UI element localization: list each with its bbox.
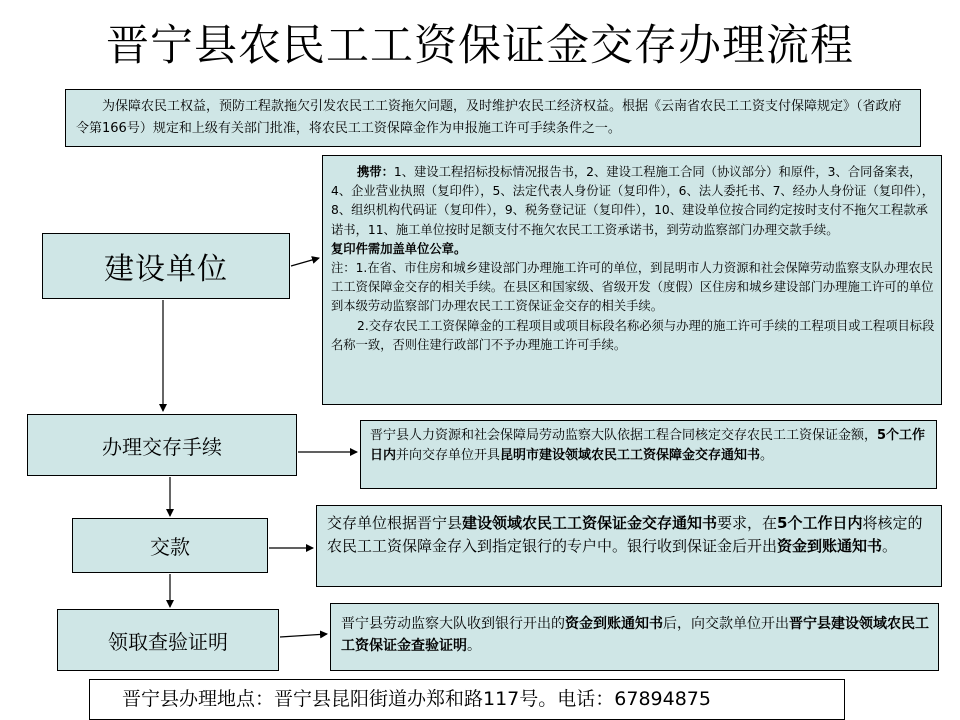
note-bold: 5个工作日内: [370, 428, 926, 463]
note-2: 2.交存农民工工资保障金的工程项目或项目标段名称必须与办理的施工许可手续的工程项目或工程项目标段名称一致，否则住建行政部门不予办理施工许可手续。: [331, 318, 935, 352]
stamp-note: 复印件需加盖单位公章。: [331, 241, 467, 256]
arrow-step1-to-materials: [291, 258, 319, 266]
step-payment: 交款: [72, 518, 268, 573]
note-text: 晋宁县劳动监察大队收到银行开出的: [341, 616, 565, 632]
note-bold: 5个工作日内: [777, 514, 863, 532]
carry-label: 携带：: [357, 165, 394, 179]
note-bold: 资金到账通知书: [777, 537, 883, 555]
step-deposit-procedure: 办理交存手续: [27, 414, 297, 476]
arrow-step4-to-note: [280, 634, 327, 637]
note-bold: 晋宁县建设领域农民工工资保证金查验证明: [341, 616, 929, 654]
note-bold: 昆明市建设领域农民工工资保障金交存通知书: [500, 448, 761, 463]
footer-address: 晋宁县办理地点：晋宁县昆阳街道办郑和路117号。电话：67894875: [89, 679, 845, 720]
page-title: 晋宁县农民工工资保证金交存办理流程: [106, 21, 854, 71]
note-text: 将核定的农民工工资保障金存入到指定银行的专户中。银行收到保证金后开出: [327, 514, 923, 555]
note-bold: 建设领域农民工工资保证金交存通知书: [462, 514, 718, 532]
note-text: 。: [882, 537, 898, 555]
note-bold: 资金到账通知书: [565, 616, 663, 632]
note-text: 并向交存单位开具: [396, 448, 501, 463]
note-text: 晋宁县人力资源和社会保障局劳动监察大队依据工程合同核定交存农民工工资保证金额，: [370, 428, 878, 443]
step-collect-certificate: 领取查验证明: [57, 609, 279, 671]
note-text: 。: [760, 448, 774, 463]
note-text: 交存单位根据晋宁县: [327, 514, 463, 532]
note-text: 后，向交款单位开出: [663, 616, 789, 632]
note-text: 要求，在: [717, 514, 778, 532]
step-construction-unit: 建设单位: [42, 233, 290, 299]
intro-text: 为保障农民工权益，预防工程款拖欠引发农民工工资拖欠问题，及时维护农民工经济权益。根据《云南省农民工工资支付保障规定》（省政府令第166号）规定和上级有关部门批准，将农民工工资保障金作为申报施工许可手续条件之一。: [76, 99, 902, 136]
note-text: 。: [467, 638, 481, 654]
note-1: 注：1.在省、市住房和城乡建设部门办理施工许可的单位，到昆明市人力资源和社会保障劳动监察支队办理农民工工资保障金交存的相关手续。在县区和国家级、省级开发（度假）区住房和城乡建设部门办理施工许可的单位到本级劳动监察部门办理农民工工资保证金交存的相关手续。: [331, 261, 934, 314]
materials-list: 1、建设工程招标投标情况报告书，2、建设工程施工合同（协议部分）和原件，3、合同备案表，4、企业营业执照（复印件），5、法定代表人身份证（复印件），6、法人委托书、7、经办人身份证（复印件），8、组织机构代码证（复印件），9、税务登记证（复印件），10、建设单位按合同约定按时支付不拖欠工程款承诺书，11、施工单位按时足额支付不拖欠农民工工资承诺书，到劳动监察部门办理交款手续。: [331, 165, 935, 237]
